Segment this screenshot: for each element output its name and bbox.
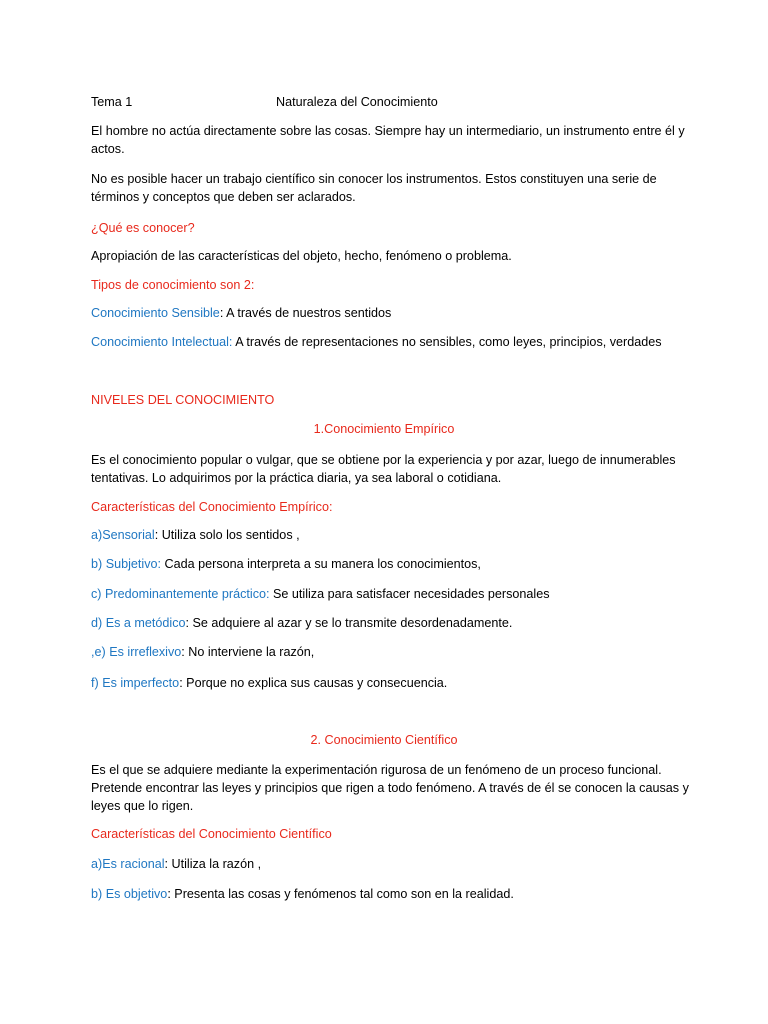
topic-number: Tema 1 bbox=[91, 95, 133, 109]
tipos-heading: Tipos de conocimiento son 2: bbox=[91, 278, 255, 292]
item-text: : Se adquiere al azar y se lo transmite desordenadamente. bbox=[185, 616, 513, 630]
item-label: b) Subjetivo: bbox=[91, 557, 162, 571]
item-text: : Presenta las cosas y fenómenos tal como son en la realidad. bbox=[167, 887, 514, 901]
empirico-item bbox=[91, 616, 512, 631]
que-es-conocer-text: Apropiación de las características del objeto, hecho, fenómeno o problema. bbox=[91, 249, 512, 263]
cientifico-characteristics-heading: Características del Conocimiento Científico bbox=[91, 827, 332, 841]
cientifico-description: Es el que se adquiere mediante la experimentación rigurosa de un fenómeno de un proceso funcional. Pretende encontrar las leyes y principios que rigen a todo fenómeno. A través de él se conocen la causas y leyes que lo rigen. bbox=[91, 763, 689, 813]
niveles-heading: NIVELES DEL CONOCIMIENTO bbox=[91, 393, 275, 407]
empirico-description: Es el conocimiento popular o vulgar, que se obtiene por la experiencia y por azar, luego de innumerables tentativas. Lo adquirimos por la práctica diaria, ya sea laboral o cotidiana. bbox=[91, 453, 676, 485]
tipo-sensible-text: : A través de nuestros sentidos bbox=[219, 306, 392, 320]
document-title: Naturaleza del Conocimiento bbox=[276, 95, 438, 109]
tipo-intelectual bbox=[91, 335, 662, 350]
empirico-characteristics-heading: Características del Conocimiento Empírico: bbox=[91, 500, 333, 514]
empirico-item bbox=[91, 676, 447, 691]
empirico-item bbox=[91, 587, 550, 602]
tipo-sensible-label: Conocimiento Sensible bbox=[91, 306, 220, 320]
item-text: : Porque no explica sus causas y consecuencia. bbox=[179, 676, 448, 690]
item-label: c) Predominantemente práctico: bbox=[91, 587, 270, 601]
item-prefix: a) bbox=[91, 857, 103, 871]
item-prefix: a) bbox=[91, 528, 103, 542]
item-label: b) Es objetivo bbox=[91, 887, 168, 901]
item-text: : No interviene la razón, bbox=[181, 645, 315, 659]
tipo-intelectual-text: A través de representaciones no sensibles, como leyes, principios, verdades bbox=[232, 335, 662, 349]
intro-paragraph-1: El hombre no actúa directamente sobre las cosas. Siempre hay un intermediario, un instrumento entre él y actos. bbox=[91, 124, 685, 156]
item-text: : Utiliza la razón , bbox=[164, 857, 262, 871]
que-es-conocer-heading: ¿Qué es conocer? bbox=[91, 221, 195, 235]
item-label: Sensorial bbox=[102, 528, 155, 542]
item-label: Es racional bbox=[102, 857, 165, 871]
empirico-item bbox=[91, 645, 314, 660]
cientifico-item bbox=[91, 887, 514, 902]
item-label: f) Es imperfecto bbox=[91, 676, 180, 690]
empirico-item bbox=[91, 557, 481, 572]
cientifico-title: 2. Conocimiento Científico bbox=[310, 733, 458, 747]
empirico-item bbox=[91, 528, 300, 543]
tipo-intelectual-label: Conocimiento Intelectual: bbox=[91, 335, 233, 349]
intro-paragraph-2: No es posible hacer un trabajo científico sin conocer los instrumentos. Estos constituyen una serie de términos y conceptos que deben ser aclarados. bbox=[91, 172, 657, 204]
item-text: Se utiliza para satisfacer necesidades personales bbox=[269, 587, 550, 601]
empirico-title: 1.Conocimiento Empírico bbox=[313, 422, 455, 436]
item-text: : Utiliza solo los sentidos , bbox=[154, 528, 300, 542]
item-text: Cada persona interpreta a su manera los conocimientos, bbox=[161, 557, 481, 571]
item-prefix: , bbox=[91, 645, 95, 659]
item-label: e) Es irreflexivo bbox=[94, 645, 182, 659]
item-label: d) Es a metódico bbox=[91, 616, 186, 630]
cientifico-item bbox=[91, 857, 261, 872]
tipo-sensible bbox=[91, 306, 391, 321]
